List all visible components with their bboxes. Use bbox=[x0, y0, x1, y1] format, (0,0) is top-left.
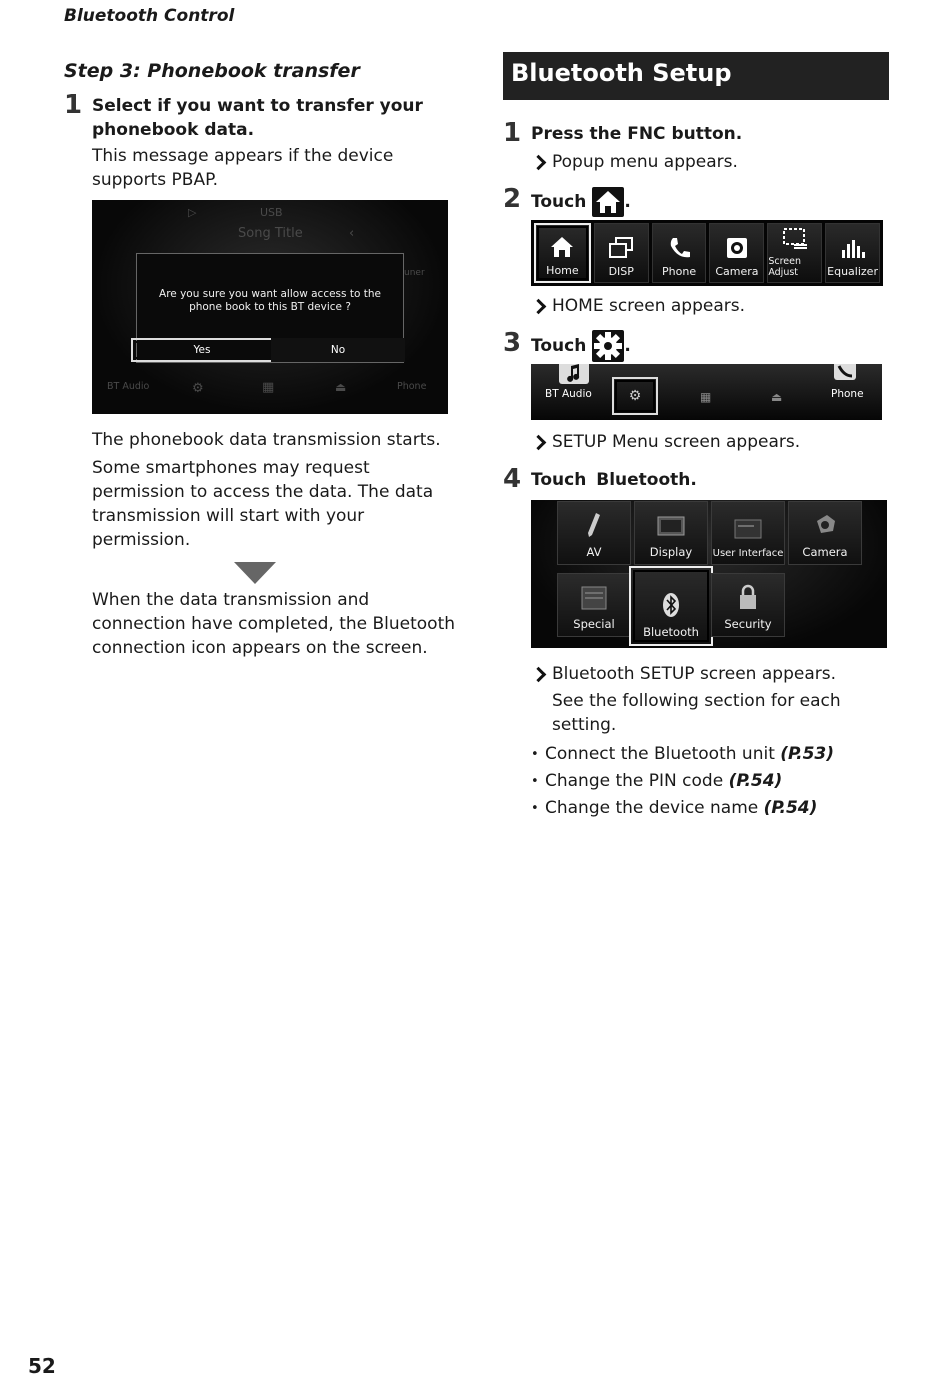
step-suffix: . bbox=[690, 470, 697, 490]
step-prefix: Press the bbox=[531, 124, 622, 144]
screen-adjust-icon bbox=[782, 227, 808, 251]
dialog-message: Are you sure you want allow access to the phone book to this BT device ? bbox=[159, 288, 381, 313]
step-description: This message appears if the device supports PBAP. bbox=[92, 146, 394, 190]
screen-adjust-tile[interactable] bbox=[767, 223, 822, 283]
ghost-play-icon: ▷ bbox=[188, 206, 197, 219]
step-result: Popup menu appears. bbox=[531, 150, 889, 174]
ghost-tuner: uner bbox=[404, 268, 425, 278]
tile-label: AV bbox=[586, 545, 602, 559]
step-prefix: Touch bbox=[531, 336, 587, 356]
step-prefix: Touch bbox=[531, 192, 587, 212]
lock-icon bbox=[734, 583, 762, 611]
equalizer-icon bbox=[840, 236, 866, 260]
step-number: 4 bbox=[503, 464, 522, 494]
list-item bbox=[531, 768, 889, 795]
step-1 bbox=[64, 90, 464, 192]
page-ref-link[interactable]: (P.54) bbox=[728, 771, 783, 791]
tile-label: Special bbox=[573, 617, 615, 631]
disp-icon bbox=[608, 236, 634, 260]
ghost-grid-icon: ▦ bbox=[262, 380, 275, 395]
eject-icon[interactable]: ⏏ bbox=[771, 390, 783, 404]
user-interface-icon bbox=[734, 514, 762, 542]
step-suffix: button. bbox=[671, 124, 743, 144]
step-4 bbox=[503, 464, 889, 494]
step-2 bbox=[503, 184, 889, 216]
page-header: Bluetooth Control bbox=[64, 6, 235, 26]
tile-label: Phone bbox=[662, 265, 697, 278]
disp-tile[interactable] bbox=[594, 223, 649, 283]
equalizer-tile[interactable] bbox=[825, 223, 880, 283]
gear-icon: ⚙ bbox=[628, 388, 642, 404]
security-tile[interactable] bbox=[711, 573, 785, 637]
step-3 bbox=[503, 328, 889, 360]
yes-button[interactable]: Yes bbox=[131, 338, 273, 362]
music-note-icon bbox=[559, 364, 589, 384]
av-tile[interactable] bbox=[557, 501, 631, 565]
step-result-detail: See the following section for each setting. bbox=[552, 691, 841, 735]
home-tile[interactable] bbox=[534, 223, 591, 283]
list-item-text: Connect the Bluetooth unit bbox=[545, 744, 775, 764]
phonebook-dialog-screenshot bbox=[92, 200, 448, 414]
setup-gear-button[interactable] bbox=[612, 377, 658, 415]
list-item-text: Change the PIN code bbox=[545, 771, 724, 791]
tile-label: Equalizer bbox=[827, 265, 878, 278]
camera-tile[interactable] bbox=[788, 501, 862, 565]
camera-tile[interactable] bbox=[709, 223, 764, 283]
bluetooth-key: Bluetooth bbox=[596, 470, 691, 490]
bottom-bar-screenshot bbox=[531, 364, 882, 420]
step-number: 1 bbox=[503, 118, 522, 148]
bluetooth-icon bbox=[657, 591, 685, 619]
grid-icon[interactable]: ▦ bbox=[700, 390, 712, 404]
av-icon bbox=[580, 511, 608, 539]
step-number: 2 bbox=[503, 184, 522, 214]
list-item-text: Change the device name bbox=[545, 798, 759, 818]
tile-label: Home bbox=[546, 264, 579, 277]
tile-label: Security bbox=[724, 617, 772, 631]
special-tile[interactable] bbox=[557, 573, 631, 637]
permission-text: Some smartphones may request permission to access the data. The data transmission will start with your permission. bbox=[92, 458, 434, 550]
no-button[interactable]: No bbox=[271, 338, 405, 362]
arrow-down-icon bbox=[234, 562, 276, 584]
section-banner: Bluetooth Setup bbox=[503, 52, 889, 100]
reference-list bbox=[503, 741, 889, 822]
step-suffix: . bbox=[624, 336, 631, 356]
transmission-starts-text: The phonebook data transmission starts. bbox=[92, 430, 441, 450]
display-tile[interactable] bbox=[634, 501, 708, 565]
step-1 bbox=[503, 118, 889, 174]
completion-text: When the data transmission and connection have completed, the Bluetooth connection icon appears on the screen. bbox=[92, 590, 456, 658]
right-column bbox=[503, 52, 889, 822]
tile-label: User Interface bbox=[712, 548, 784, 559]
setup-menu-screenshot bbox=[531, 500, 887, 648]
left-column bbox=[64, 60, 464, 660]
step-number: 1 bbox=[64, 90, 83, 120]
phone-icon bbox=[834, 364, 856, 380]
home-icon bbox=[592, 187, 624, 217]
page-ref-link[interactable]: (P.54) bbox=[763, 798, 818, 818]
list-item bbox=[531, 741, 889, 768]
step-result: Bluetooth SETUP screen appears. bbox=[531, 662, 889, 686]
bluetooth-tile[interactable] bbox=[629, 566, 713, 646]
fnc-key: FNC bbox=[627, 124, 666, 144]
ghost-phone: Phone bbox=[397, 381, 427, 392]
confirm-dialog bbox=[136, 253, 404, 363]
ghost-bt-audio: BT Audio bbox=[107, 381, 150, 392]
step-title: Step 3: Phonebook transfer bbox=[64, 60, 360, 82]
home-icon bbox=[549, 235, 575, 259]
tile-label: Camera bbox=[802, 545, 848, 559]
ghost-song-title: Song Title bbox=[238, 226, 303, 241]
bt-audio-label: BT Audio bbox=[545, 388, 592, 400]
step-label: Select if you want to transfer your phonebook data. bbox=[92, 96, 423, 140]
tile-label: DISP bbox=[608, 265, 634, 278]
phone-label: Phone bbox=[831, 388, 864, 400]
phone-tile[interactable] bbox=[652, 223, 707, 283]
step-number: 3 bbox=[503, 328, 522, 358]
home-bar-screenshot bbox=[531, 220, 883, 286]
step-suffix: . bbox=[624, 192, 631, 212]
camera-icon bbox=[811, 511, 839, 539]
phone-icon bbox=[666, 236, 692, 260]
step-result: SETUP Menu screen appears. bbox=[531, 430, 889, 454]
gear-icon bbox=[592, 330, 624, 362]
ghost-eject-icon: ⏏ bbox=[335, 380, 347, 394]
step-prefix: Touch bbox=[531, 470, 587, 490]
user-interface-tile[interactable] bbox=[711, 501, 785, 565]
tile-label: Screen Adjust bbox=[768, 256, 801, 278]
page-ref-link[interactable]: (P.53) bbox=[780, 744, 835, 764]
display-icon bbox=[657, 511, 685, 539]
ghost-gear-icon: ⚙ bbox=[192, 381, 204, 396]
tile-label: Camera bbox=[715, 265, 759, 278]
tile-label: Bluetooth bbox=[643, 625, 699, 639]
special-icon bbox=[580, 583, 608, 611]
page-number: 52 bbox=[28, 1354, 56, 1378]
tile-label: Display bbox=[649, 545, 693, 559]
ghost-source: USB bbox=[260, 206, 283, 219]
camera-icon bbox=[724, 236, 750, 260]
list-item bbox=[531, 795, 889, 822]
ghost-chevron-icon: ‹ bbox=[349, 226, 355, 241]
step-result: HOME screen appears. bbox=[531, 294, 889, 318]
